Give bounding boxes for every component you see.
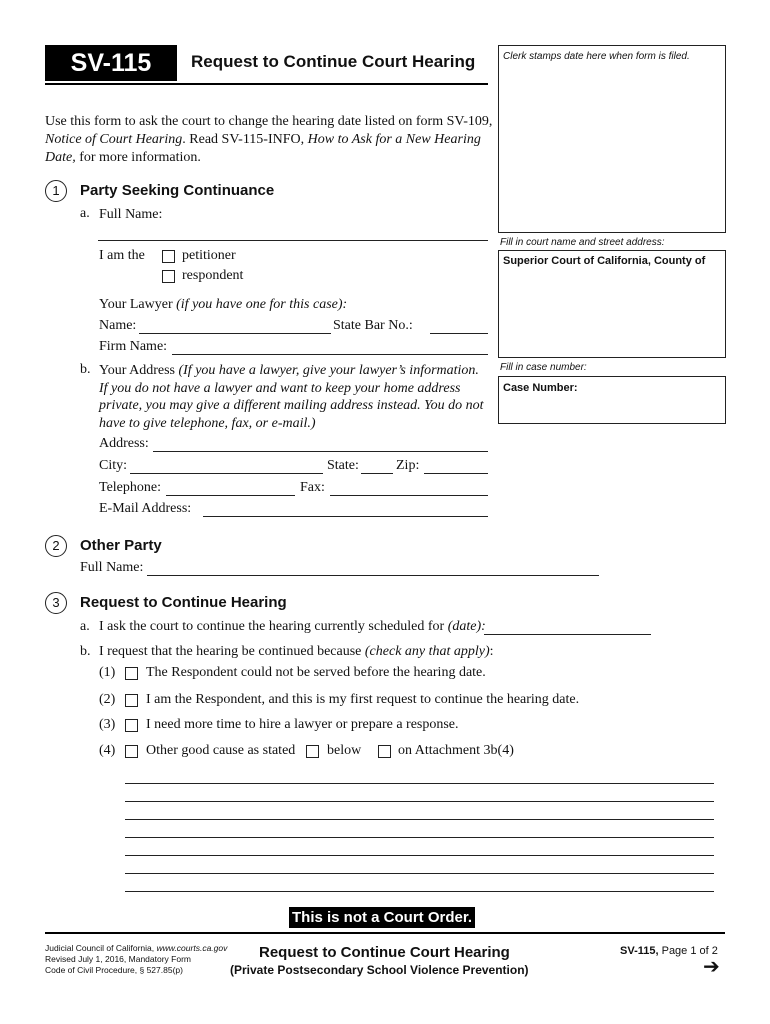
telephone-input[interactable] — [166, 481, 295, 496]
reason-2-text: I am the Respondent, and this is my first request to continue the hearing date. — [146, 692, 580, 707]
address-label: Address: — [99, 436, 149, 451]
hearing-date-text: I ask the court to continue the hearing currently scheduled for (date): — [99, 619, 486, 634]
state-input[interactable] — [361, 459, 393, 474]
firm-name-input[interactable] — [172, 340, 488, 355]
respondent-checkbox[interactable] — [162, 270, 175, 283]
zip-label: Zip: — [396, 458, 420, 473]
intro-text: Use this form to ask the court to change the hearing date listed on form SV-109, Notice of Court Hearing. Read SV-115-INFO, How to Ask for a New Hearing Date, for more information. — [45, 114, 493, 165]
case-number-label: Case Number: — [503, 382, 578, 394]
explanation-line-3[interactable] — [125, 819, 714, 820]
court-name-label: Superior Court of California, County of — [503, 255, 706, 267]
full-name-label: Full Name: — [99, 207, 163, 222]
reason-3-text: I need more time to hire a lawyer or prepare a response. — [146, 717, 459, 732]
explanation-line-7[interactable] — [125, 891, 714, 892]
section2-number: 2 — [45, 535, 67, 557]
header-rule — [45, 83, 488, 85]
case-number-hint: Fill in case number: — [500, 362, 587, 373]
lawyer-name-input[interactable] — [139, 319, 331, 334]
reason-1-number: (1) — [99, 665, 116, 680]
explanation-line-4[interactable] — [125, 837, 714, 838]
other-party-name-input[interactable] — [147, 561, 599, 576]
reason-3-number: (3) — [99, 717, 116, 732]
clerk-stamp-label: Clerk stamps date here when form is filed. — [503, 51, 690, 62]
hearing-date-input[interactable] — [484, 620, 651, 635]
footer-title: Request to Continue Court Hearing — [259, 944, 510, 961]
attachment-label: on Attachment 3b(4) — [398, 743, 514, 758]
explanation-line-5[interactable] — [125, 855, 714, 856]
attachment-checkbox[interactable] — [378, 745, 391, 758]
reason-4-number: (4) — [99, 743, 116, 758]
footer-subtitle: (Private Postsecondary School Violence Prevention) — [230, 963, 529, 977]
reason-3-checkbox[interactable] — [125, 719, 138, 732]
zip-input[interactable] — [424, 459, 488, 474]
state-bar-input[interactable] — [430, 319, 488, 334]
full-name-input[interactable] — [98, 226, 488, 241]
other-party-name-label: Full Name: — [80, 560, 144, 575]
explanation-line-1[interactable] — [125, 783, 714, 784]
telephone-label: Telephone: — [99, 480, 161, 495]
state-bar-label: State Bar No.: — [333, 318, 413, 333]
city-input[interactable] — [130, 459, 323, 474]
lawyer-name-label: Name: — [99, 318, 137, 333]
court-name-hint: Fill in court name and street address: — [500, 237, 665, 248]
reason-4-text: Other good cause as stated — [146, 743, 296, 758]
not-court-order-banner: This is not a Court Order. — [289, 907, 475, 928]
footer-page-number: SV-115, Page 1 of 2 — [620, 945, 718, 957]
email-input[interactable] — [203, 502, 488, 517]
reason-1-text: The Respondent could not be served before the hearing date. — [146, 665, 486, 680]
reason-2-checkbox[interactable] — [125, 694, 138, 707]
footer-rule — [45, 932, 725, 934]
section1-a-marker: a. — [80, 206, 90, 221]
address-instructions: Your Address (If you have a lawyer, give your lawyer’s information. If you do not have a lawyer and want to keep your home address private, you may give a different mailing address instead. You do not have to give telephone, fax, or e-mail.) — [99, 363, 484, 431]
section1-b-marker: b. — [80, 362, 91, 377]
petitioner-checkbox[interactable] — [162, 250, 175, 263]
section1-number: 1 — [45, 180, 67, 202]
below-checkbox[interactable] — [306, 745, 319, 758]
next-page-arrow-icon: ➔ — [703, 956, 720, 978]
clerk-stamp-box — [498, 45, 726, 233]
reason-2-number: (2) — [99, 692, 116, 707]
court-name-box[interactable] — [498, 250, 726, 358]
fax-input[interactable] — [330, 481, 488, 496]
fax-label: Fax: — [300, 480, 325, 495]
reason-4-checkbox[interactable] — [125, 745, 138, 758]
below-label: below — [327, 743, 362, 758]
reason-intro: I request that the hearing be continued because (check any that apply): — [99, 644, 494, 659]
section2-title: Other Party — [80, 537, 162, 554]
section3-title: Request to Continue Hearing — [80, 594, 287, 611]
form-title: Request to Continue Court Hearing — [191, 52, 476, 71]
email-label: E-Mail Address: — [99, 501, 192, 516]
firm-name-label: Firm Name: — [99, 339, 168, 354]
state-label: State: — [327, 458, 359, 473]
lawyer-label: Your Lawyer (if you have one for this case): — [99, 297, 348, 312]
section3-b-marker: b. — [80, 644, 91, 659]
section3-number: 3 — [45, 592, 67, 614]
city-label: City: — [99, 458, 128, 473]
case-number-box[interactable] — [498, 376, 726, 424]
i-am-the-label: I am the — [99, 248, 145, 263]
reason-1-checkbox[interactable] — [125, 667, 138, 680]
respondent-label: respondent — [182, 268, 244, 283]
explanation-line-6[interactable] — [125, 873, 714, 874]
address-input[interactable] — [153, 437, 488, 452]
explanation-line-2[interactable] — [125, 801, 714, 802]
section1-title: Party Seeking Continuance — [80, 182, 275, 199]
section3-a-marker: a. — [80, 619, 90, 634]
petitioner-label: petitioner — [182, 248, 236, 263]
footer-left: Judicial Council of California, www.courts.ca.gov Revised July 1, 2016, Mandatory Form Code of Civil Procedure, § 527.85(p) — [45, 943, 228, 975]
form-id-badge: SV-115 — [45, 45, 177, 81]
